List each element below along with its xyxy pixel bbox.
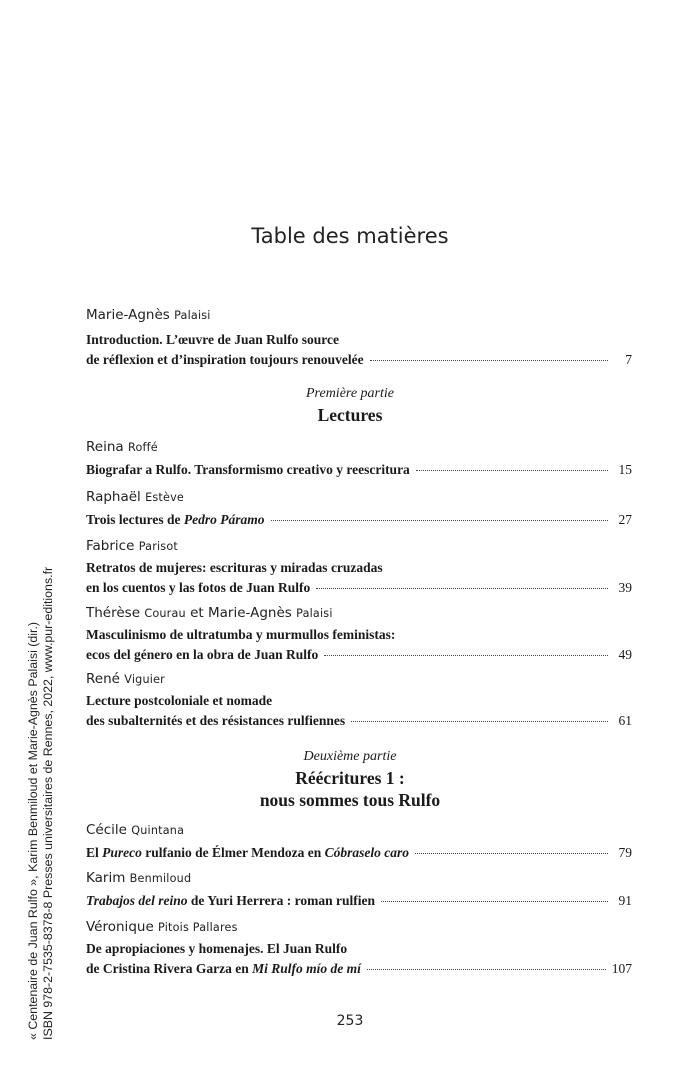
entry-author: Reina Roffé bbox=[86, 439, 158, 455]
entry-author: Thérèse Courau et Marie-Agnès Palaisi bbox=[86, 605, 333, 621]
entry-title-line: Lecture postcoloniale et nomade bbox=[86, 693, 273, 708]
page-ref: 27 bbox=[618, 512, 632, 527]
entry-title-line: de réflexion et d’inspiration toujours renouvelée 7 bbox=[86, 350, 632, 370]
entry-title-line: El Pureco rulfanio de Élmer Mendoza en Cóbraselo caro 79 bbox=[86, 843, 632, 863]
entry-title-line: de Cristina Rivera Garza en Mi Rulfo mío de mí 107 bbox=[86, 959, 632, 979]
toc-entry-esteve[interactable] bbox=[86, 488, 632, 530]
entry-title-line: Introduction. L’œuvre de Juan Rulfo source bbox=[86, 332, 340, 347]
entry-author: Véronique Pitois Pallares bbox=[86, 919, 238, 935]
part-heading-1: Première partie Lectures bbox=[306, 386, 394, 425]
dot-leader bbox=[367, 968, 606, 970]
dot-leader bbox=[271, 519, 609, 521]
dot-leader bbox=[415, 852, 608, 854]
page-ref: 7 bbox=[625, 352, 632, 367]
page-title: Table des matières bbox=[251, 224, 449, 248]
page-ref: 39 bbox=[618, 580, 632, 595]
entry-author: Karim Benmiloud bbox=[86, 870, 192, 886]
toc-entry-quintana[interactable] bbox=[86, 821, 632, 863]
toc-entry-parisot[interactable] bbox=[86, 537, 632, 598]
page-ref: 49 bbox=[618, 647, 632, 662]
toc-entry-introduction[interactable] bbox=[86, 306, 632, 370]
page-ref: 15 bbox=[618, 462, 632, 477]
toc-entry-courau-palaisi[interactable] bbox=[86, 604, 632, 665]
toc-entry-roffe[interactable] bbox=[86, 438, 632, 480]
page-ref: 79 bbox=[618, 845, 632, 860]
page-number: 253 bbox=[336, 1013, 364, 1029]
entry-title-line: Trabajos del reino de Yuri Herrera : roman rulfien 91 bbox=[86, 891, 632, 911]
entry-title-line: Trois lectures de Pedro Páramo 27 bbox=[86, 510, 632, 530]
entry-title-line: De apropiaciones y homenajes. El Juan Rulfo bbox=[86, 941, 348, 956]
entry-author: René Viguier bbox=[86, 671, 165, 687]
entry-author: Marie-Agnès Palaisi bbox=[86, 307, 211, 323]
entry-title-line: en los cuentos y las fotos de Juan Rulfo 39 bbox=[86, 578, 632, 598]
dot-leader bbox=[351, 720, 608, 722]
toc-entry-benmiloud[interactable] bbox=[86, 869, 632, 911]
citation-sidebar bbox=[26, 567, 55, 1040]
entry-author: Raphaël Estève bbox=[86, 489, 184, 505]
dot-leader bbox=[381, 900, 608, 902]
page-ref: 107 bbox=[611, 961, 632, 976]
entry-title-line: des subalternités et des résistances rulfiennes 61 bbox=[86, 711, 632, 731]
entry-author: Fabrice Parisot bbox=[86, 538, 178, 554]
entry-title-line: Retratos de mujeres: escrituras y miradas cruzadas bbox=[86, 560, 383, 575]
toc-entry-pitois-pallares[interactable] bbox=[86, 918, 632, 979]
dot-leader bbox=[370, 359, 608, 361]
part-heading-2: Deuxième partie Réécritures 1 : nous sommes tous Rulfo bbox=[259, 749, 441, 810]
isbn-line: ISBN 978-2-7535-8378-8 Presses universitaires de Rennes, 2022, www.pur-editions.fr bbox=[40, 566, 55, 1040]
toc-entry-viguier[interactable] bbox=[86, 670, 632, 731]
page-ref: 91 bbox=[618, 893, 632, 908]
entry-author: Cécile Quintana bbox=[86, 822, 185, 838]
dot-leader bbox=[416, 469, 608, 471]
dot-leader bbox=[316, 587, 608, 589]
page-ref: 61 bbox=[618, 713, 632, 728]
entry-title-line: ecos del género en la obra de Juan Rulfo 49 bbox=[86, 645, 632, 665]
citation-line: « Centenaire de Juan Rulfo », Karim Benmiloud et Marie-Agnès Palaisi (dir.) bbox=[26, 621, 40, 1040]
entry-title-line: Masculinismo de ultratumba y murmullos feministas: bbox=[86, 627, 396, 642]
entry-title-line: Biografar a Rulfo. Transformismo creativo y reescritura 15 bbox=[86, 460, 632, 480]
dot-leader bbox=[324, 654, 608, 656]
